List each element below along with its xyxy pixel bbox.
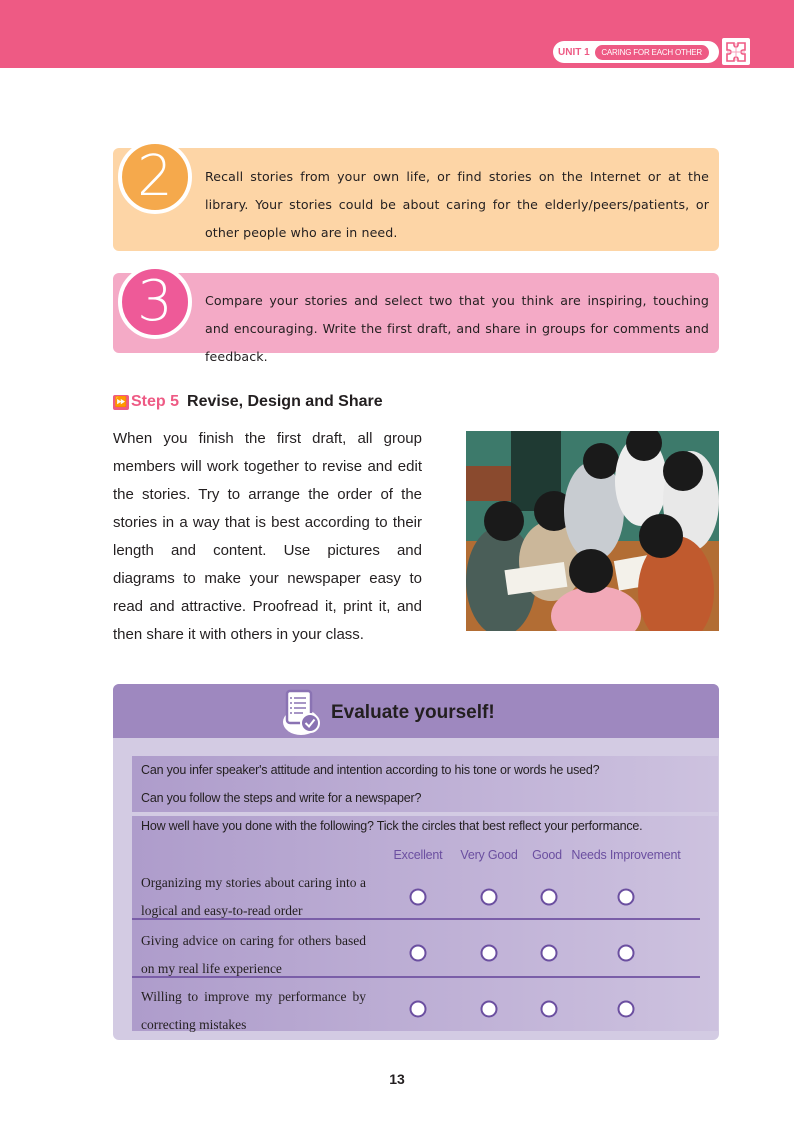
rating-table — [132, 816, 718, 1031]
evaluate-title: Evaluate yourself! — [331, 702, 495, 723]
step-number: Step 5 — [131, 393, 180, 410]
rating-header-very-good: Very Good — [460, 848, 518, 862]
radio-very-good[interactable] — [481, 1001, 498, 1018]
rating-row-label: Willing to improve my performance by correcting mistakes — [141, 989, 366, 1032]
radio-excellent[interactable] — [410, 889, 427, 906]
radio-very-good[interactable] — [481, 945, 498, 962]
task-box-3 — [113, 269, 719, 364]
step-heading — [113, 393, 383, 411]
unit-title: CARING FOR EACH OTHER — [595, 45, 709, 60]
rating-headers — [132, 848, 718, 864]
radio-excellent[interactable] — [410, 945, 427, 962]
rating-row — [132, 864, 700, 920]
radio-needs-improvement[interactable] — [618, 889, 635, 906]
task-number-badge: 2 — [118, 140, 192, 214]
rating-row — [132, 978, 700, 1034]
evaluate-header — [113, 684, 719, 738]
radio-good[interactable] — [541, 945, 558, 962]
puzzle-icon — [722, 38, 750, 65]
students-photo — [466, 431, 719, 631]
fast-forward-icon: ⏩ — [114, 396, 128, 408]
rating-row-label: Organizing my stories about caring into a logical and easy-to-read order — [141, 875, 366, 918]
rating-header-needs-improvement: Needs Improvement — [571, 848, 681, 862]
task-text: Compare your stories and select two that you think are inspiring, touching and encouraging. Write the first draft, and share in groups for comments and feedback. — [205, 293, 709, 364]
rating-header-good: Good — [532, 848, 562, 862]
page-number: 13 — [389, 1071, 405, 1087]
radio-needs-improvement[interactable] — [618, 1001, 635, 1018]
self-check-questions — [132, 756, 718, 812]
rating-row — [132, 922, 700, 978]
radio-needs-improvement[interactable] — [618, 945, 635, 962]
radio-very-good[interactable] — [481, 889, 498, 906]
step-body: When you finish the first draft, all group members will work together to revise and edit the stories. Try to arrange the order of the stories in a way that is best according to their length and content. Use pictures and diagrams to make your newspaper easy to read and attractive. Proofread it, print it, and then share it with others in your class. — [113, 430, 422, 643]
unit-badge — [553, 41, 719, 63]
radio-good[interactable] — [541, 1001, 558, 1018]
radio-excellent[interactable] — [410, 1001, 427, 1018]
question-line: Can you follow the steps and write for a newspaper? — [141, 791, 422, 805]
checklist-icon — [281, 688, 325, 736]
unit-label: UNIT 1 — [558, 46, 590, 58]
rating-instruction: How well have you done with the following? Tick the circles that best reflect your performance. — [141, 819, 643, 833]
task-number-badge: 3 — [118, 265, 192, 339]
rating-header-excellent: Excellent — [393, 848, 443, 862]
task-text: Recall stories from your own life, or find stories on the Internet or at the library. Your stories could be about caring for the elderly/peers/patients, or other people who are in need. — [205, 169, 709, 240]
radio-good[interactable] — [541, 889, 558, 906]
rating-row-label: Giving advice on caring for others based on my real life experience — [141, 933, 366, 976]
evaluate-yourself-panel — [113, 684, 719, 1040]
question-line: Can you infer speaker's attitude and intention according to his tone or words he used? — [141, 763, 600, 777]
task-box-2 — [113, 144, 719, 251]
step-title: Revise, Design and Share — [187, 393, 383, 410]
